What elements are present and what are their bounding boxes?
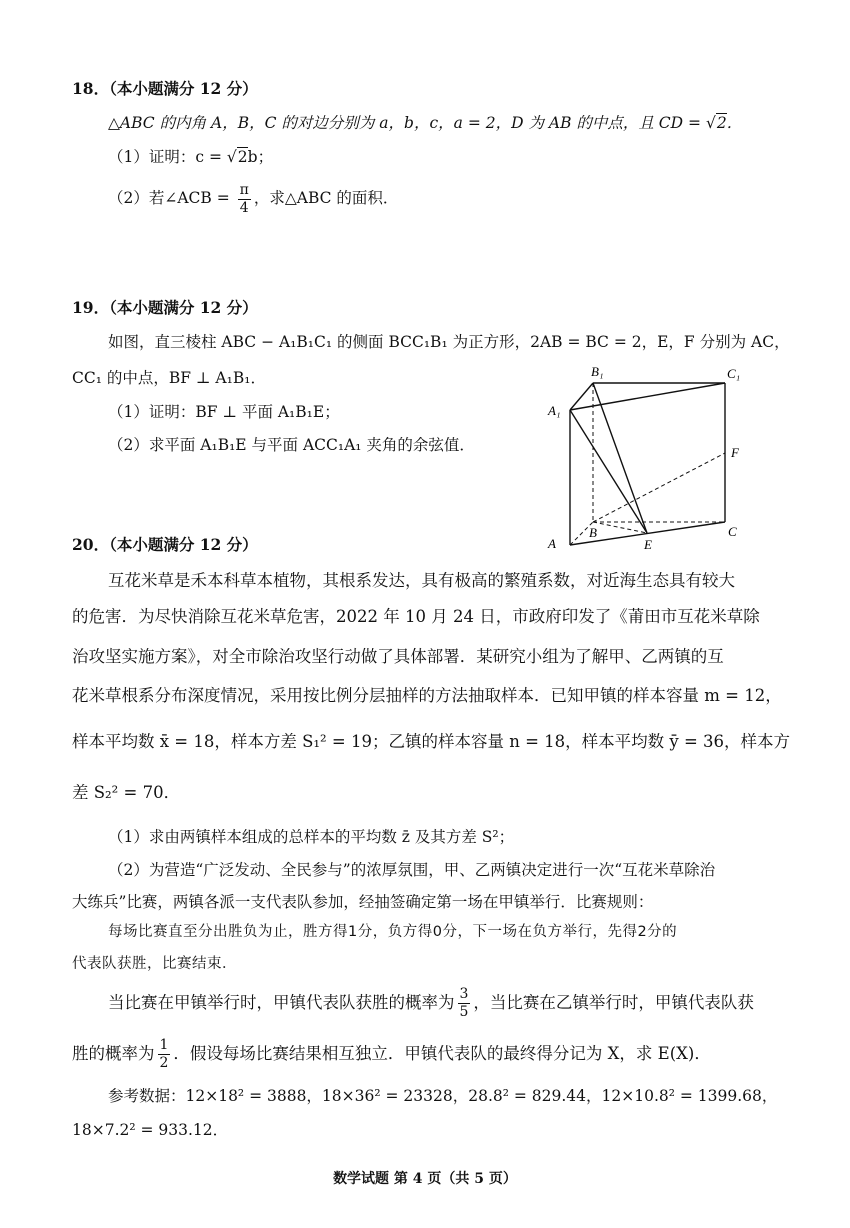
label-e: E [644,537,652,552]
q18-part2: （2）若∠ACB = $\frac{\pi}{4}$ ，求△ABC 的面积． [108,181,399,216]
q20-prob-line1: 当比赛在甲镇举行时，甲镇代表队获胜的概率为 $\frac{3}{5}$ ，当比赛在乙镇举行时，甲镇代表队获 [108,986,754,1020]
label-f: F [731,445,739,460]
q19-part1: （1）证明：BF ⊥ 平面 A₁B₁E； [108,403,340,421]
q19-stem-line2: CC₁ 的中点，BF ⊥ A₁B₁． [72,369,266,387]
q18-stem: △ABC 的内角 A，B，C 的对边分别为 a，b，c，a = 2，D 为 AB 的中点，且 CD = √2． [108,114,743,132]
segment-be-hidden [593,522,647,533]
label-b1: B₁ [591,364,604,379]
label-c1: C₁ [727,366,741,381]
segment-bf-hidden [593,453,725,522]
q20-part2-line1: （2）为营造“广泛发动、全民参与”的浓厚氛围，甲、乙两镇决定进行一次“互花米草除治 [108,861,716,879]
q20-line1: 互花米草是禾本科草本植物，其根系发达，具有极高的繁殖系数，对近海生态具有较大 [108,571,735,590]
q19-header: 19．（本小题满分 12 分） [72,298,258,317]
q20-line5: 样本平均数 x̄ = 18，样本方差 S₁² = 19；乙镇的样本容量 n = 18，样本平均数 ȳ = 36，样本方 [72,732,791,751]
label-c: C [728,524,737,539]
pi-over-4-fraction: $\frac{\pi}{4}$ [239,181,249,216]
q20-line2: 的危害．为尽快消除互花米草危害，2022 年 10 月 24 日，市政府印发了《莆田市互花米草除 [72,607,760,626]
q19-part2: （2）求平面 A₁B₁E 与平面 ACC₁A₁ 夹角的余弦值． [108,436,475,454]
segment-a1e [570,410,647,533]
q20-prob-line2: 胜的概率为 $\frac{1}{2}$ ．假设每场比赛结果相互独立．甲镇代表队的最终得分记为 X，求 E(X)． [72,1037,711,1071]
q20-header: 20．（本小题满分 12 分） [72,535,258,554]
one-half-fraction: $\frac{1}{2}$ [159,1037,169,1071]
q20-reference-line2: 18×7.2² = 933.12． [72,1121,229,1139]
q18-part1: （1）证明：c = √2b； [108,148,274,166]
q19-stem-line1: 如图，直三棱柱 ABC − A₁B₁C₁ 的侧面 BCC₁B₁ 为正方形，2AB = BC = 2，E，F 分别为 AC， [108,333,790,351]
prism-figure [540,360,750,555]
q20-line4: 花米草根系分布深度情况，采用按比例分层抽样的方法抽取样本．已知甲镇的样本容量 m = 12， [72,686,782,705]
three-fifths-fraction: $\frac{3}{5}$ [459,986,469,1020]
segment-b1e [593,383,647,533]
q20-line3: 治攻坚实施方案》，对全市除治攻坚行动做了具体部署．某研究小组为了解甲、乙两镇的互 [72,647,724,666]
q20-part1: （1）求由两镇样本组成的总样本的平均数 z̄ 及其方差 S²； [108,828,515,846]
q20-part2-line2: 大练兵”比赛，两镇各派一支代表队参加，经抽签确定第一场在甲镇举行．比赛规则： [72,893,654,911]
label-a1: A₁ [548,403,561,418]
q20-rule-line2: 代表队获胜，比赛结束． [72,956,237,972]
label-b: B [589,525,597,540]
q20-line6: 差 S₂² = 70． [72,783,181,802]
page-footer: 数学试题 第 4 页（共 5 页） [333,1171,517,1187]
q20-rule-line1: 每场比赛直至分出胜负为止，胜方得1分，负方得0分，下一场在负方举行，先得2分的 [108,924,678,940]
label-a: A [548,536,556,551]
q18-header: 18．（本小题满分 12 分） [72,79,258,98]
q20-reference-line1: 参考数据：12×18² = 3888，18×36² = 23328，28.8² = 829.44，12×10.8² = 1399.68， [108,1087,778,1105]
